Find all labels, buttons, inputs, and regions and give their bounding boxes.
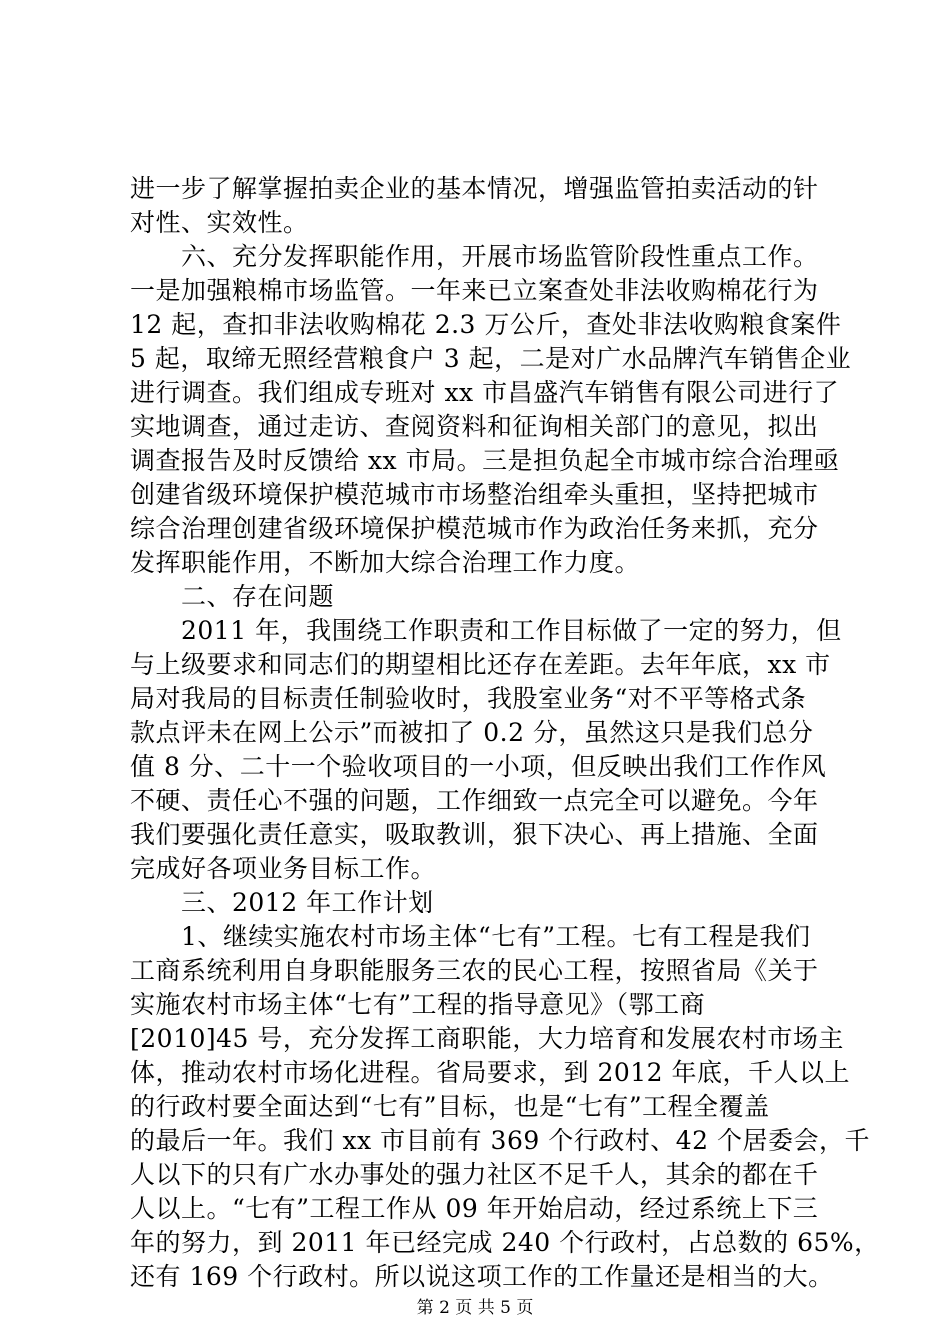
body-text-line: 创建省级环境保护模范城市市场整治组牵头重担，坚持把城市 [130,480,819,509]
body-text-line: 完成好各项业务目标工作。 [130,854,437,883]
body-text-line: 一是加强粮棉市场监管。一年来已立案查处非法收购棉花行为 [130,276,819,305]
page-footer: 第 2 页 共 5 页 [416,1298,534,1318]
body-text-line: 还有 169 个行政村。所以说这项工作的工作量还是相当的大。 [130,1262,834,1291]
body-text-line: [2010]45 号，充分发挥工商职能，大力培育和发展农村市场主 [130,1024,844,1053]
section-heading-line: 二、存在问题 [130,582,335,611]
body-text-line: 人以上。“七有”工程工作从 09 年开始启动，经过系统上下三 [130,1194,819,1223]
section-heading-line: 三、2012 年工作计划 [130,888,434,917]
body-text-line: 与上级要求和同志们的期望相比还存在差距。去年年底，xx 市 [130,650,831,679]
body-text-line: 实施农村市场主体“七有”工程的指导意见》（鄂工商 [130,990,706,1019]
body-text-line: 年的努力，到 2011 年已经完成 240 个行政村，占总数的 65%， [130,1228,880,1257]
body-text-line: 进一步了解掌握拍卖企业的基本情况，增强监管拍卖活动的针 [130,174,819,203]
section-heading-line: 六、充分发挥职能作用，开展市场监管阶段性重点工作。 [130,242,819,271]
body-text-line: 调查报告及时反馈给 xx 市局。三是担负起全市城市综合治理亟 [130,446,840,475]
body-text-line: 发挥职能作用，不断加大综合治理工作力度。 [130,548,641,577]
body-text-line: 不硬、责任心不强的问题，工作细致一点完全可以避免。今年 [130,786,819,815]
body-text-line: 体，推动农村市场化进程。省局要求，到 2012 年底，千人以上 [130,1058,851,1087]
body-text-line: 1、继续实施农村市场主体“七有”工程。七有工程是我们 [130,922,811,951]
body-text-line: 综合治理创建省级环境保护模范城市作为政治任务来抓，充分 [130,514,819,543]
body-text-line: 工商系统利用自身职能服务三农的民心工程，按照省局《关于 [130,956,819,985]
body-text-line: 2011 年，我围绕工作职责和工作目标做了一定的努力，但 [130,616,842,645]
body-text-line: 款点评未在网上公示”而被扣了 0.2 分，虽然这只是我们总分 [130,718,814,747]
body-text-line: 12 起，查扣非法收购棉花 2.3 万公斤，查处非法收购粮食案件 [130,310,842,339]
body-text-line: 人以下的只有广水办事处的强力社区不足千人，其余的都在千 [130,1160,819,1189]
body-text-line: 的行政村要全面达到“七有”目标，也是“七有”工程全覆盖 [130,1092,770,1121]
body-text-line: 值 8 分、二十一个验收项目的一小项，但反映出我们工作作风 [130,752,827,781]
body-text-line: 我们要强化责任意实，吸取教训，狠下决心、再上措施、全面 [130,820,819,849]
body-text-line: 局对我局的目标责任制验收时，我股室业务“对不平等格式条 [130,684,807,713]
body-text-line: 5 起，取缔无照经营粮食户 3 起，二是对广水品牌汽车销售企业 [130,344,852,373]
body-text-line: 对性、实效性。 [130,208,309,237]
body-text-line: 进行调查。我们组成专班对 xx 市昌盛汽车销售有限公司进行了 [130,378,840,407]
body-text-line: 实地调查，通过走访、查阅资料和征询相关部门的意见，拟出 [130,412,819,441]
body-text-line: 的最后一年。我们 xx 市目前有 369 个行政村、42 个居委会，千 [130,1126,870,1155]
